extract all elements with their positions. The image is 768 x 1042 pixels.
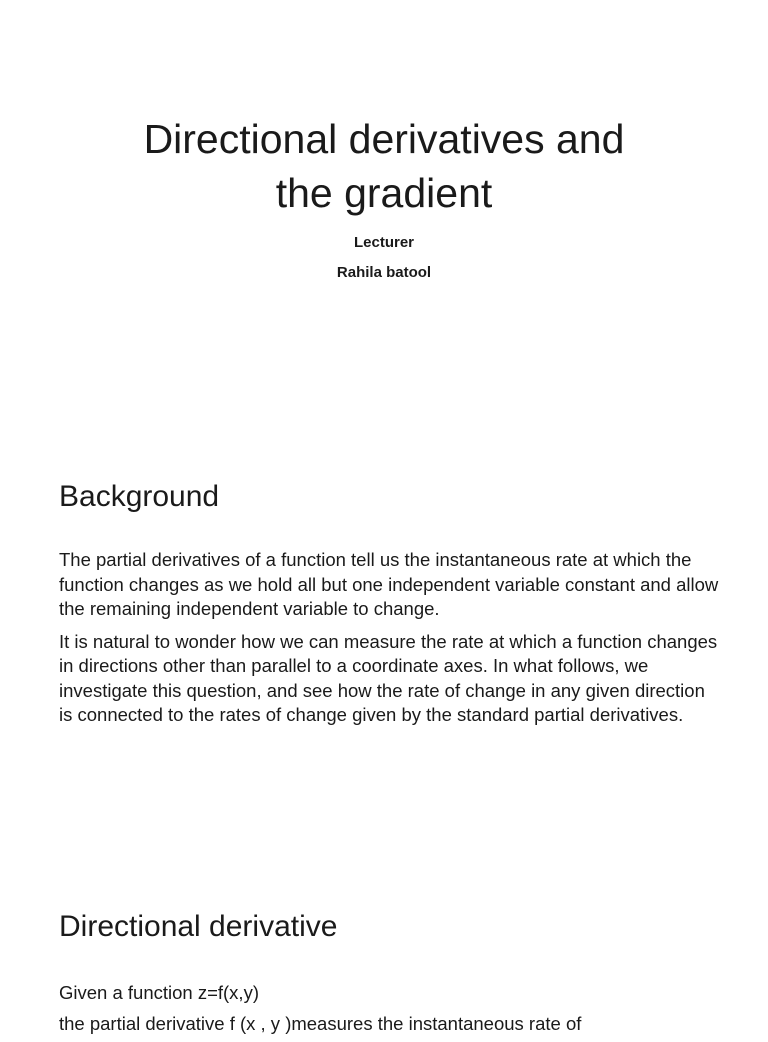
background-paragraph-1: The partial derivatives of a function tell us the instantaneous rate at which the function changes as we hold all but one independent variable constant and allow the remaining independent variable to change.: [59, 549, 719, 619]
directional-derivative-heading: Directional derivative: [59, 910, 338, 943]
lecturer-name: Rahila batool: [336, 264, 432, 281]
directional-derivative-body: [59, 981, 719, 1042]
title-line-2: the gradient: [275, 170, 493, 216]
directional-derivative-line-1: Given a function z=f(x,y): [59, 982, 259, 1003]
lecturer-label: Lecturer: [353, 234, 415, 251]
directional-derivative-line-2: the partial derivative f (x , y )measures the instantaneous rate of: [59, 1012, 582, 1034]
background-paragraph-2: It is natural to wonder how we can measure the rate at which a function changes in directions other than parallel to a coordinate axes. In what follows, we investigate this question, and see how the rate of change in any given direction is connected to the rates of change given by the standard partial derivatives.: [59, 630, 718, 725]
background-body: [59, 548, 719, 736]
title-line-1: Directional derivatives and: [143, 116, 625, 162]
directional-derivative-slide: [0, 880, 768, 1034]
subtitle-block: [0, 228, 768, 288]
background-slide: [0, 448, 768, 848]
presentation-title: [0, 112, 768, 220]
title-slide: [0, 0, 768, 432]
background-heading: Background: [59, 480, 220, 513]
